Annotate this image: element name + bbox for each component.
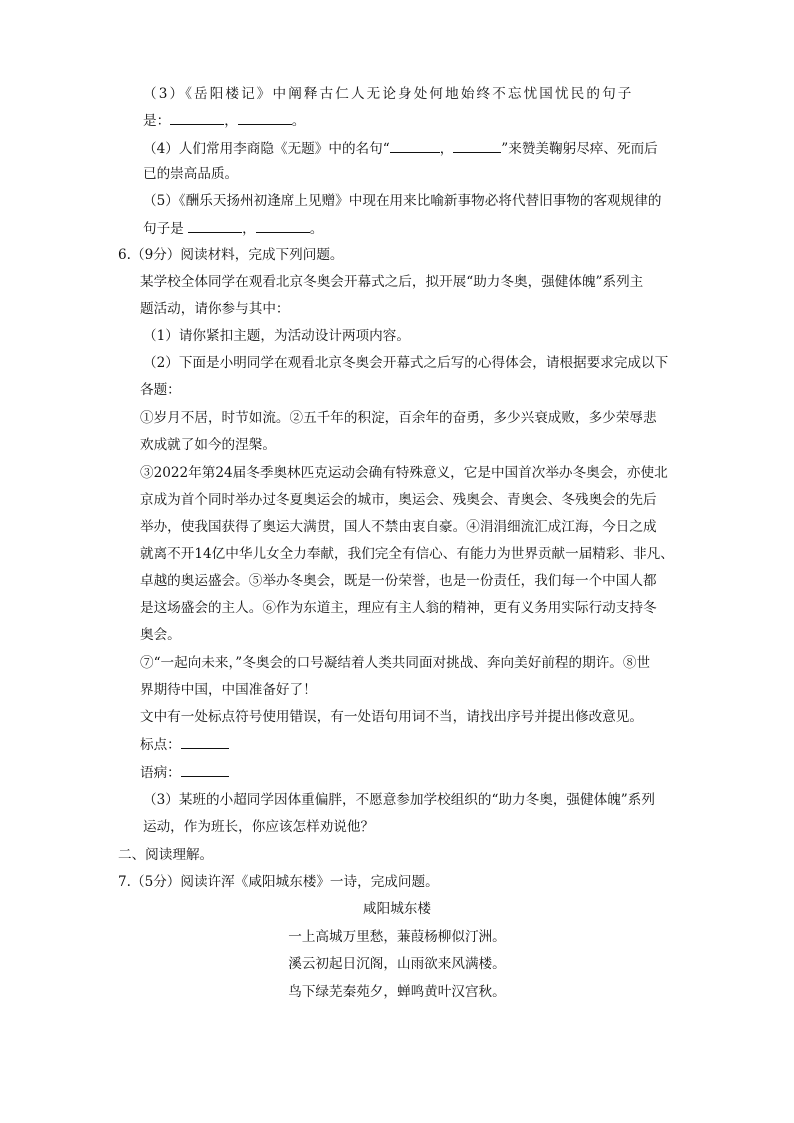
q6-passage-p2-line7: 奥会。 xyxy=(140,627,181,643)
q6-passage-p2-line4: 就离不开14亿中华儿女全力奉献，我们完全有信心、有能力为世界贡献一届精彩、非凡、 xyxy=(140,546,674,562)
answer-blank[interactable] xyxy=(181,762,229,777)
q6-heading: 6.（9分）阅读材料，完成下列问题。 xyxy=(118,247,344,263)
answer-blank[interactable] xyxy=(188,218,242,233)
q6-grammar-answer xyxy=(140,762,229,783)
q6-task: 文中有一处标点符号使用错误，有一处语句用词不当，请找出序号并提出修改意见。 xyxy=(140,709,643,725)
poem-title: 咸阳城东楼 xyxy=(363,901,431,917)
q6-sub2-line2: 各题： xyxy=(140,382,181,398)
q6-passage-p3-line1: ⑦“一起向未来，”冬奥会的口号凝结着人类共同面对挑战、奔向美好前程的期许。⑧世 xyxy=(140,655,651,671)
q6-passage-p3-line2: 界期待中国，中国准备好了！ xyxy=(140,682,317,698)
grammar-label: 语病： xyxy=(140,765,181,781)
q5-item3-line2 xyxy=(143,110,305,131)
q5-item5-line2 xyxy=(143,218,323,239)
end-mark: 。 xyxy=(291,113,306,129)
poem-line-1: 一上高城万里愁，蒹葭杨柳似汀洲。 xyxy=(288,929,506,945)
separator: ， xyxy=(224,113,238,129)
q5-item5-prefix: 句子是 xyxy=(143,221,189,237)
q6-passage-p1-line1: ①岁月不居，时节如流。②五千年的积淀，百余年的奋勇，多少兴衰成败，多少荣辱悲 xyxy=(140,410,657,426)
answer-blank[interactable] xyxy=(390,138,440,153)
section-heading: 二、阅读理解。 xyxy=(118,847,214,863)
q6-intro-line1: 某学校全体同学在观看北京冬奥会开幕式之后，拟开展“助力冬奥，强健体魄”系列主 xyxy=(140,274,644,290)
q6-sub3-line2: 运动，作为班长，你应该怎样劝说他？ xyxy=(143,819,375,835)
q5-item4-prefix: （4）人们常用李商隐《无题》中的名句“ xyxy=(143,141,390,157)
q6-intro-line2: 题活动，请你参与其中： xyxy=(140,301,290,317)
q5-item4-suffix: ”来赞美鞠躬尽瘁、死而后 xyxy=(501,141,658,157)
q6-sub1: （1）请你紧扣主题，为活动设计两项内容。 xyxy=(143,328,410,344)
q6-passage-p1-line2: 欢成就了如今的涅槃。 xyxy=(140,437,276,453)
q6-passage-p2-line6: 是这场盛会的主人。⑥作为东道主，理应有主人翁的精神，更有义务用实际行动支持冬 xyxy=(140,600,657,616)
q5-item4-line1 xyxy=(143,138,658,159)
q6-passage-p2-line2: 京成为首个同时举办过冬夏奥运会的城市，奥运会、残奥会、青奥会、冬残奥会的先后 xyxy=(140,492,657,508)
q6-passage-p2-line3: 举办，使我国获得了奥运大满贯，国人不禁由衷自豪。④涓涓细流汇成江海，今日之成 xyxy=(140,519,657,535)
q6-sub2-line1: （2）下面是小明同学在观看北京冬奥会开幕式之后写的心得体会，请根据要求完成以下 xyxy=(143,355,669,371)
separator: ， xyxy=(439,141,454,157)
q6-passage-p2-line5: 卓越的奥运盛会。⑤举办冬奥会，既是一份荣誉，也是一份责任，我们每一个中国人都 xyxy=(140,573,657,589)
q6-passage-p2-line1: ③2022年第24届冬季奥林匹克运动会确有特殊意义，它是中国首次举办冬奥会，亦使北 xyxy=(140,465,668,481)
separator: ， xyxy=(242,221,256,237)
q6-sub3-line1: （3）某班的小超同学因体重偏胖，不愿意参加学校组织的“助力冬奥，强健体魄”系列 xyxy=(143,792,655,808)
answer-blank[interactable] xyxy=(256,218,310,233)
answer-blank[interactable] xyxy=(238,110,292,125)
q6-punct-answer xyxy=(140,734,229,755)
answer-blank[interactable] xyxy=(181,734,229,749)
q7-heading: 7.（5分）阅读许浑《咸阳城东楼》一诗，完成问题。 xyxy=(118,874,439,890)
punct-label: 标点： xyxy=(140,737,181,753)
answer-blank[interactable] xyxy=(170,110,224,125)
q5-item4-line2: 已的崇高品质。 xyxy=(143,166,239,182)
q5-item5-line1: （5）《酬乐天扬州初逢席上见赠》中现在用来比喻新事物必将代替旧事物的客观规律的 xyxy=(143,193,662,209)
end-mark: 。 xyxy=(309,221,324,237)
poem-line-3: 鸟下绿芜秦苑夕，蝉鸣黄叶汉宫秋。 xyxy=(288,984,506,1000)
q5-item3-prefix: 是： xyxy=(143,113,171,129)
q5-item3-line1: （3）《岳阳楼记》中阐释古仁人无论身处何地始终不忘忧国忧民的句子 xyxy=(143,86,634,102)
poem-line-2: 溪云初起日沉阁，山雨欲来风满楼。 xyxy=(288,956,506,972)
answer-blank[interactable] xyxy=(453,138,501,153)
